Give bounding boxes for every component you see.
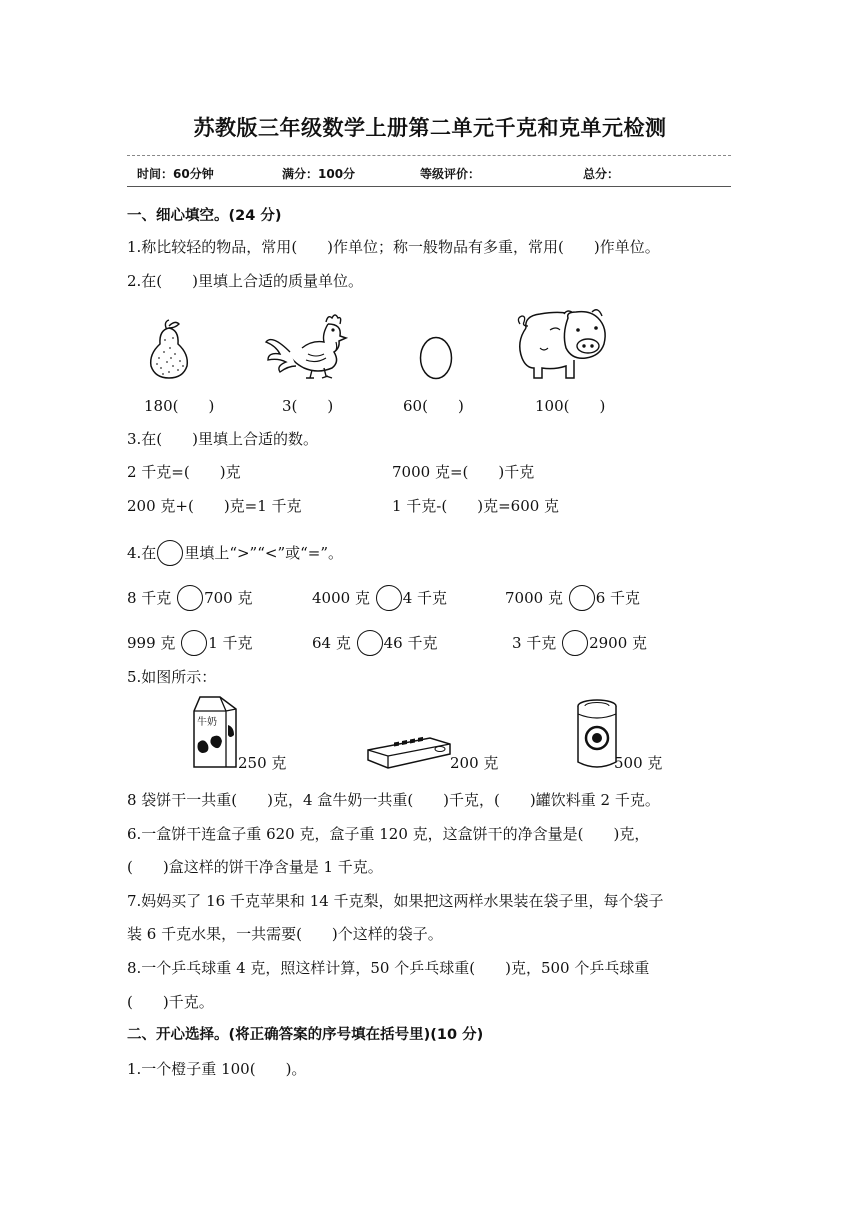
q4-left: 7000 克 — [505, 589, 563, 607]
q4-right: 6 千克 — [595, 589, 641, 607]
question-5: 5.如图所示： — [127, 668, 217, 686]
q3-item-3: 200 克+( )克=1 千克 — [127, 497, 302, 515]
biscuit-box-icon — [366, 736, 452, 770]
q4-item-2 — [312, 585, 447, 611]
question-5-text: 8 袋饼干一共重( )克，4 盒牛奶一共重( )千克，( )罐饮料重 2 千克。 — [127, 791, 660, 809]
q4-item-6 — [512, 630, 647, 656]
q4-right: 46 千克 — [383, 634, 438, 652]
header-divider-dashed — [127, 155, 731, 156]
q3-item-2: 7000 克=( )千克 — [392, 463, 535, 481]
section-1-heading: 一、细心填空。(24 分) — [127, 208, 282, 224]
compare-circle[interactable] — [376, 585, 402, 611]
q4-item-5 — [312, 630, 438, 656]
q2-answer-egg: 60( ) — [403, 397, 464, 415]
question-3: 3.在( )里填上合适的数。 — [127, 430, 319, 448]
compare-circle — [157, 540, 183, 566]
q2-answer-pear: 180( ) — [144, 397, 215, 415]
q4-left: 64 克 — [312, 634, 351, 652]
milk-carton-label: 牛奶 — [197, 717, 217, 728]
egg-icon — [418, 335, 454, 381]
biscuit-weight: 200 克 — [450, 754, 499, 772]
compare-circle[interactable] — [357, 630, 383, 656]
drink-can-icon — [575, 698, 619, 770]
exam-full-score: 满分：100分 — [282, 167, 356, 181]
section-2-heading: 二、开心选择。(将正确答案的序号填在括号里)(10 分) — [127, 1027, 484, 1043]
compare-circle[interactable] — [181, 630, 207, 656]
q3-item-4: 1 千克-( )克=600 克 — [392, 497, 560, 515]
exam-time: 时间：60分钟 — [137, 167, 214, 181]
section-2-question-1: 1.一个橙子重 100( )。 — [127, 1060, 307, 1078]
q4-left: 8 千克 — [127, 589, 172, 607]
compare-circle[interactable] — [562, 630, 588, 656]
q2-answer-rooster: 3( ) — [282, 397, 334, 415]
rooster-icon — [262, 312, 350, 380]
exam-grade: 等级评价： — [420, 167, 481, 181]
q3-item-1: 2 千克=( )克 — [127, 463, 241, 481]
question-6-line-2: ( )盒这样的饼干净含量是 1 千克。 — [127, 858, 383, 876]
drink-weight: 500 克 — [614, 754, 663, 772]
question-4 — [127, 540, 343, 566]
question-1: 1.称比较轻的物品，常用( )作单位；称一般物品有多重，常用( )作单位。 — [127, 238, 660, 256]
q4-item-1 — [127, 585, 253, 611]
q4-right: 1 千克 — [208, 634, 253, 652]
q4-left: 3 千克 — [512, 634, 557, 652]
milk-weight: 250 克 — [238, 754, 287, 772]
pig-icon — [510, 308, 612, 382]
compare-circle[interactable] — [569, 585, 595, 611]
milk-carton-icon — [190, 695, 240, 769]
pear-icon — [145, 318, 193, 380]
q4-right: 4 千克 — [402, 589, 448, 607]
exam-total: 总分： — [583, 167, 620, 181]
q4-right: 2900 克 — [589, 634, 648, 652]
question-8-line-1: 8.一个乒乓球重 4 克，照这样计算，50 个乒乓球重( )克，500 个乒乓球重 — [127, 959, 650, 977]
question-6-line-1: 6.一盒饼干连盒子重 620 克，盒子重 120 克，这盒饼干的净含量是( )克， — [127, 825, 650, 843]
question-8-line-2: ( )千克。 — [127, 993, 214, 1011]
q4-text-post: 里填上“>”“<”或“=”。 — [184, 544, 344, 562]
question-7-line-1: 7.妈妈买了 16 千克苹果和 14 千克梨，如果把这两样水果装在袋子里，每个袋子 — [127, 892, 664, 910]
q4-right: 700 克 — [204, 589, 253, 607]
page-title: 苏教版三年级数学上册第二单元千克和克单元检测 — [193, 116, 667, 140]
q4-text-pre: 4.在 — [127, 544, 157, 562]
header-divider-solid — [127, 186, 731, 187]
compare-circle[interactable] — [177, 585, 203, 611]
q4-item-3 — [505, 585, 640, 611]
q4-left: 4000 克 — [312, 589, 370, 607]
q4-left: 999 克 — [127, 634, 176, 652]
q4-item-4 — [127, 630, 253, 656]
question-2: 2.在( )里填上合适的质量单位。 — [127, 272, 364, 290]
q2-answer-pig: 100( ) — [535, 397, 606, 415]
question-7-line-2: 装 6 千克水果，一共需要( )个这样的袋子。 — [127, 925, 443, 943]
